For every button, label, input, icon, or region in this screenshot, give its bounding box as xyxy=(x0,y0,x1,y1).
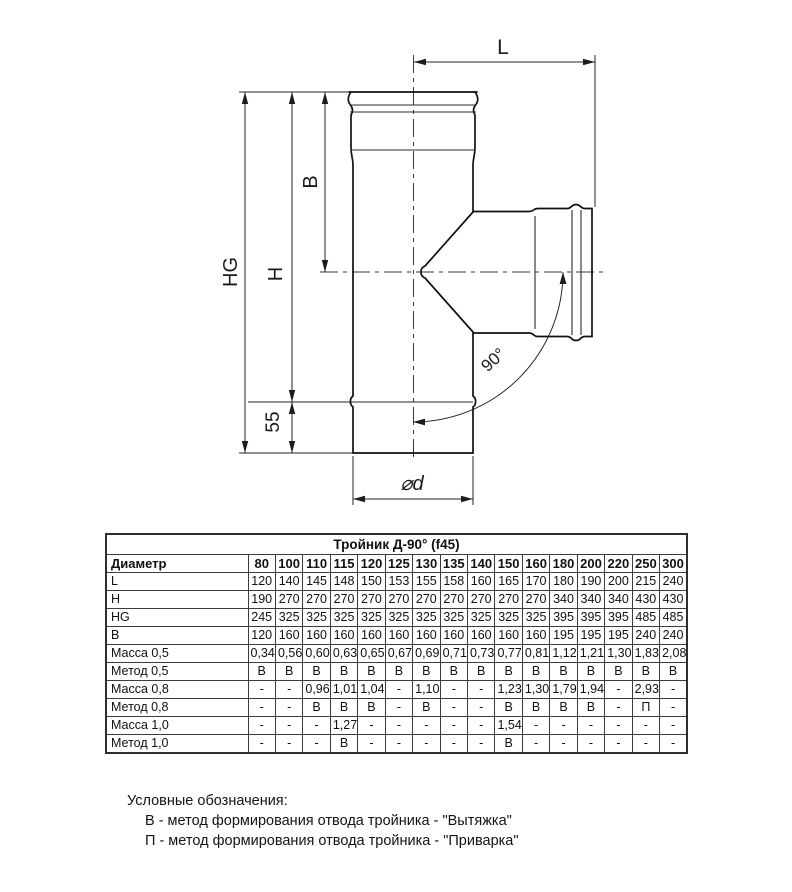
table-cell: - xyxy=(385,735,412,754)
table-cell: 158 xyxy=(440,573,467,591)
table-cell: 160 xyxy=(330,627,357,645)
table-cell: 1,30 xyxy=(522,681,549,699)
table-cell: В xyxy=(522,663,549,681)
table-cell: 195 xyxy=(550,627,577,645)
table-cell: 1,30 xyxy=(605,645,632,663)
table-cell: 0,67 xyxy=(385,645,412,663)
table-cell: 145 xyxy=(303,573,330,591)
table-cell: В xyxy=(440,663,467,681)
column-header-diameter: Диаметр xyxy=(106,555,248,573)
table-cell: 395 xyxy=(577,609,604,627)
table-row xyxy=(106,609,687,627)
table-cell: 1,12 xyxy=(550,645,577,663)
table-cell: - xyxy=(605,681,632,699)
table-cell: - xyxy=(385,717,412,735)
row-label: Масса 0,5 xyxy=(106,645,248,663)
dim-label-L: L xyxy=(497,36,509,59)
table-cell: В xyxy=(550,699,577,717)
table-cell: В xyxy=(330,699,357,717)
table-cell: 1,04 xyxy=(358,681,385,699)
table-cell: - xyxy=(303,735,330,754)
table-cell: 160 xyxy=(440,627,467,645)
table-cell: 155 xyxy=(413,573,440,591)
table-cell: - xyxy=(275,699,302,717)
row-label: Масса 0,8 xyxy=(106,681,248,699)
legend-item-p: П - метод формирования отвода тройника - "Приварка" xyxy=(145,833,519,849)
column-header: 130 xyxy=(413,555,440,573)
table-cell: 190 xyxy=(248,591,275,609)
legend-title: Условные обозначения: xyxy=(127,793,288,809)
table-cell: 485 xyxy=(660,609,687,627)
table-cell: - xyxy=(275,681,302,699)
table-cell: 0,77 xyxy=(495,645,522,663)
table-row xyxy=(106,699,687,717)
table-cell: 325 xyxy=(413,609,440,627)
table-cell: В xyxy=(550,663,577,681)
column-header: 180 xyxy=(550,555,577,573)
legend xyxy=(127,791,792,851)
table-cell: - xyxy=(440,717,467,735)
table-cell: В xyxy=(495,663,522,681)
table-cell: В xyxy=(413,699,440,717)
table-cell: 2,08 xyxy=(660,645,687,663)
table-cell: В xyxy=(330,663,357,681)
table-cell: П xyxy=(632,699,659,717)
column-header: 100 xyxy=(275,555,302,573)
table-cell: 325 xyxy=(358,609,385,627)
table-cell: В xyxy=(303,699,330,717)
table-cell: 325 xyxy=(275,609,302,627)
column-header: 150 xyxy=(495,555,522,573)
table-cell: 395 xyxy=(550,609,577,627)
dim-label-55: 55 xyxy=(263,411,284,433)
center-lines xyxy=(320,55,608,462)
table-cell: 160 xyxy=(275,627,302,645)
column-header: 140 xyxy=(468,555,495,573)
table-cell: 150 xyxy=(358,573,385,591)
table-cell: - xyxy=(632,735,659,754)
table-cell: - xyxy=(660,681,687,699)
table-cell: - xyxy=(440,735,467,754)
table-cell: 240 xyxy=(660,573,687,591)
column-header: 80 xyxy=(248,555,275,573)
dim-label-angle: 90° xyxy=(477,344,510,376)
dim-label-HG: HG xyxy=(220,257,242,287)
table-cell: В xyxy=(660,663,687,681)
table-cell: 160 xyxy=(468,573,495,591)
table-cell: В xyxy=(358,699,385,717)
table-cell: - xyxy=(468,699,495,717)
row-label: Масса 1,0 xyxy=(106,717,248,735)
table-row xyxy=(106,663,687,681)
table-cell: - xyxy=(577,735,604,754)
table-cell: 1,54 xyxy=(495,717,522,735)
table-cell: 270 xyxy=(303,591,330,609)
column-header: 220 xyxy=(605,555,632,573)
table-cell: 1,10 xyxy=(413,681,440,699)
table-row xyxy=(106,681,687,699)
table-cell: 270 xyxy=(413,591,440,609)
table-title: Тройник Д-90° (f45) xyxy=(106,534,687,555)
table-row xyxy=(106,735,687,754)
table-cell: 215 xyxy=(632,573,659,591)
table-cell: 2,93 xyxy=(632,681,659,699)
table-cell: - xyxy=(550,735,577,754)
table-cell: - xyxy=(385,681,412,699)
table-cell: 1,27 xyxy=(330,717,357,735)
table-cell: 195 xyxy=(605,627,632,645)
table-cell: 325 xyxy=(522,609,549,627)
table-cell: 160 xyxy=(303,627,330,645)
table-row xyxy=(106,573,687,591)
table-cell: - xyxy=(660,735,687,754)
table-cell: 160 xyxy=(413,627,440,645)
table-cell: 325 xyxy=(468,609,495,627)
table-cell: - xyxy=(660,717,687,735)
table-cell: - xyxy=(275,717,302,735)
dim-label-H: H xyxy=(265,266,287,282)
row-label: HG xyxy=(106,609,248,627)
table-cell: 0,65 xyxy=(358,645,385,663)
table-cell: 270 xyxy=(440,591,467,609)
row-label: Метод 0,5 xyxy=(106,663,248,681)
table-cell: - xyxy=(248,681,275,699)
table-cell: 0,63 xyxy=(330,645,357,663)
table-cell: 240 xyxy=(660,627,687,645)
table-cell: В xyxy=(577,663,604,681)
row-label: H xyxy=(106,591,248,609)
table-cell: - xyxy=(248,717,275,735)
table-cell: 120 xyxy=(248,573,275,591)
column-header: 300 xyxy=(660,555,687,573)
table-cell: - xyxy=(385,699,412,717)
table-cell: 0,71 xyxy=(440,645,467,663)
table-cell: 148 xyxy=(330,573,357,591)
table-cell: - xyxy=(660,699,687,717)
table-cell: В xyxy=(330,735,357,754)
table-cell: 0,60 xyxy=(303,645,330,663)
column-header: 135 xyxy=(440,555,467,573)
table-cell: 1,94 xyxy=(577,681,604,699)
dimensions-table xyxy=(105,533,688,754)
table-cell: - xyxy=(605,699,632,717)
table-cell: 270 xyxy=(495,591,522,609)
row-label: L xyxy=(106,573,248,591)
table-cell: 270 xyxy=(468,591,495,609)
table-row xyxy=(106,627,687,645)
table-cell: - xyxy=(358,735,385,754)
table-cell: - xyxy=(440,699,467,717)
dimension-arrowheads xyxy=(242,59,595,502)
table-cell: 270 xyxy=(522,591,549,609)
table-cell: 430 xyxy=(632,591,659,609)
table-cell: 160 xyxy=(468,627,495,645)
table-cell: 160 xyxy=(385,627,412,645)
column-header: 110 xyxy=(303,555,330,573)
table-cell: В xyxy=(495,699,522,717)
table-cell: 180 xyxy=(550,573,577,591)
table-cell: - xyxy=(632,717,659,735)
table-row xyxy=(106,717,687,735)
table-cell: 170 xyxy=(522,573,549,591)
table-cell: - xyxy=(522,735,549,754)
table-cell: 140 xyxy=(275,573,302,591)
table-cell: 270 xyxy=(385,591,412,609)
table-cell: - xyxy=(413,735,440,754)
table-cell: 0,69 xyxy=(413,645,440,663)
table-cell: 325 xyxy=(330,609,357,627)
table-cell: В xyxy=(495,735,522,754)
table-row xyxy=(106,591,687,609)
table-cell: - xyxy=(248,735,275,754)
table-cell: 270 xyxy=(330,591,357,609)
table-cell: 120 xyxy=(248,627,275,645)
column-header: 120 xyxy=(358,555,385,573)
tee-body-details xyxy=(350,105,581,402)
table-cell: 160 xyxy=(495,627,522,645)
column-header: 115 xyxy=(330,555,357,573)
table-cell: - xyxy=(577,717,604,735)
table-cell: - xyxy=(522,717,549,735)
table-cell: 0,56 xyxy=(275,645,302,663)
table-cell: - xyxy=(248,699,275,717)
table-cell: 0,34 xyxy=(248,645,275,663)
table-header-row xyxy=(106,555,687,573)
table-cell: 160 xyxy=(522,627,549,645)
column-header: 160 xyxy=(522,555,549,573)
table-cell: В xyxy=(303,663,330,681)
table-cell: - xyxy=(550,717,577,735)
table-cell: 1,79 xyxy=(550,681,577,699)
table-cell: 340 xyxy=(605,591,632,609)
dim-label-diameter: ⌀d xyxy=(400,473,424,495)
table-cell: В xyxy=(248,663,275,681)
table-cell: 340 xyxy=(577,591,604,609)
table-cell: 245 xyxy=(248,609,275,627)
table-cell: 395 xyxy=(605,609,632,627)
table-row xyxy=(106,645,687,663)
table-cell: - xyxy=(605,717,632,735)
table-cell: 1,23 xyxy=(495,681,522,699)
table-cell: В xyxy=(413,663,440,681)
table-cell: 200 xyxy=(605,573,632,591)
table-cell: 1,83 xyxy=(632,645,659,663)
table-cell: 340 xyxy=(550,591,577,609)
row-label: B xyxy=(106,627,248,645)
row-label: Метод 0,8 xyxy=(106,699,248,717)
table-cell: В xyxy=(577,699,604,717)
table-cell: 0,96 xyxy=(303,681,330,699)
table-cell: В xyxy=(632,663,659,681)
table-cell: 165 xyxy=(495,573,522,591)
table-cell: В xyxy=(275,663,302,681)
table-cell: 195 xyxy=(577,627,604,645)
column-header: 250 xyxy=(632,555,659,573)
legend-item-v: В - метод формирования отвода тройника - "Вытяжка" xyxy=(145,813,512,829)
table-cell: 430 xyxy=(660,591,687,609)
table-cell: В xyxy=(385,663,412,681)
table-cell: 270 xyxy=(275,591,302,609)
table-cell: - xyxy=(303,717,330,735)
table-cell: 0,73 xyxy=(468,645,495,663)
table-cell: В xyxy=(522,699,549,717)
table-cell: В xyxy=(605,663,632,681)
table-cell: 1,01 xyxy=(330,681,357,699)
table-cell: 325 xyxy=(440,609,467,627)
table-cell: 325 xyxy=(303,609,330,627)
column-header: 200 xyxy=(577,555,604,573)
table-title-row xyxy=(106,534,687,555)
table-cell: - xyxy=(468,681,495,699)
table-cell: 160 xyxy=(358,627,385,645)
column-header: 125 xyxy=(385,555,412,573)
table-cell: - xyxy=(413,717,440,735)
table-cell: - xyxy=(275,735,302,754)
table-cell: 0,81 xyxy=(522,645,549,663)
table-cell: - xyxy=(358,717,385,735)
table-cell: 1,21 xyxy=(577,645,604,663)
table-cell: - xyxy=(440,681,467,699)
table-cell: 485 xyxy=(632,609,659,627)
table-cell: В xyxy=(358,663,385,681)
table-cell: - xyxy=(468,735,495,754)
table-cell: 325 xyxy=(495,609,522,627)
table-cell: - xyxy=(605,735,632,754)
table-cell: 325 xyxy=(385,609,412,627)
table-cell: 153 xyxy=(385,573,412,591)
row-label: Метод 1,0 xyxy=(106,735,248,754)
table-cell: 270 xyxy=(358,591,385,609)
table-cell: 190 xyxy=(577,573,604,591)
table-cell: 240 xyxy=(632,627,659,645)
dimension-lines xyxy=(239,55,595,505)
dim-label-B: B xyxy=(300,175,322,189)
table-cell: - xyxy=(468,717,495,735)
table-cell: В xyxy=(468,663,495,681)
